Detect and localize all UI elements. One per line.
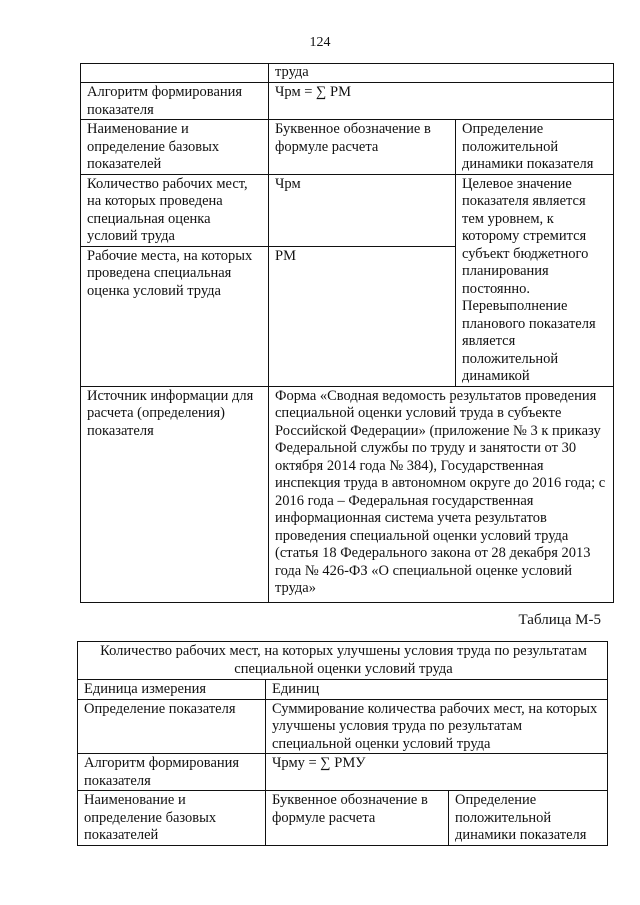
base-indicator-symbol: РМ [269, 246, 456, 386]
table-row [81, 386, 614, 602]
table-caption: Таблица М-5 [518, 612, 601, 628]
symbol-header: Буквенное обозначение в формуле расчета [266, 791, 449, 846]
continuation-cell: труда [269, 64, 614, 83]
base-indicators-header: Наименование и определение базовых показателей [78, 791, 266, 846]
definition-value: Суммирование количества рабочих мест, на которых улучшены условия труда по результатам специальной оценки условий труда [266, 699, 608, 754]
algorithm-formula: Чрм = ∑ РМ [269, 83, 614, 120]
unit-value: Единиц [266, 680, 608, 700]
algorithm-label: Алгоритм формирования показателя [81, 83, 269, 120]
base-indicators-header: Наименование и определение базовых показателей [81, 120, 269, 175]
table-row [78, 754, 608, 791]
algorithm-label: Алгоритм формирования показателя [78, 754, 266, 791]
table-row [78, 791, 608, 846]
table-row [78, 680, 608, 700]
dynamics-header: Определение положительной динамики показателя [449, 791, 608, 846]
positive-dynamics-text: Целевое значение показателя является тем уровнем, к которому стремится субъект бюджетного планирования постоянно. Перевыполнение планового показателя является положительной динамикой [456, 174, 614, 386]
table-row [81, 83, 614, 120]
unit-label: Единица измерения [78, 680, 266, 700]
symbol-header: Буквенное обозначение в формуле расчета [269, 120, 456, 175]
empty-cell [81, 64, 269, 83]
indicator-table-m5 [77, 641, 608, 846]
algorithm-formula: Чрму = ∑ РМУ [266, 754, 608, 791]
indicator-table-continued [80, 63, 614, 603]
source-label: Источник информации для расчета (определения) показателя [81, 386, 269, 602]
base-indicator-name: Количество рабочих мест, на которых проведена специальная оценка условий труда [81, 174, 269, 246]
table-row [78, 642, 608, 680]
source-value: Форма «Сводная ведомость результатов проведения специальной оценки условий труда в субъекте Российской Федерации» (приложение № 3 к приказу Федеральной службы по труду и занятости от 30 октября 2014 года № 384), Государственная инспекция труда в автономном округе до 2016 года; с 2016 года – Федеральная государственная информационная система учета результатов проведения специальной оценки условий труда (статья 18 Федерального закона от 28 декабря 2013 года № 426-ФЗ «О специальной оценке условий труда» [269, 386, 614, 602]
dynamics-header: Определение положительной динамики показателя [456, 120, 614, 175]
base-indicator-name: Рабочие места, на которых проведена специальная оценка условий труда [81, 246, 269, 386]
indicator-heading: Количество рабочих мест, на которых улучшены условия труда по результатам специальной оценки условий труда [78, 642, 608, 680]
base-indicator-symbol: Чрм [269, 174, 456, 246]
page-number: 124 [309, 35, 331, 50]
table-row [81, 64, 614, 83]
definition-label: Определение показателя [78, 699, 266, 754]
table-row [81, 120, 614, 175]
table-row [78, 699, 608, 754]
table-row [81, 174, 614, 246]
